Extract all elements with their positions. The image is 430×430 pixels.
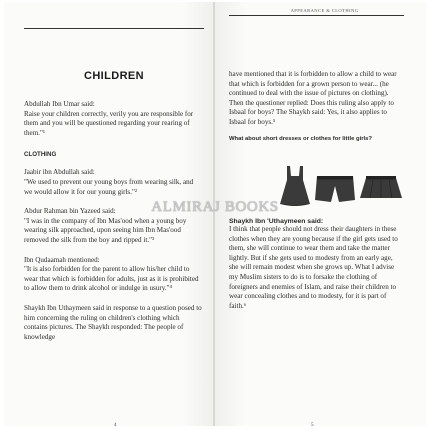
paragraph: "We used to prevent our young boys from wearing silk, and we would allow it for our young girls."² [24,177,194,196]
section-heading: CLOTHING [24,151,57,159]
quote-label: Abdullah Ibn Umar said: [24,100,95,108]
quote-label: Ibn Qudaamah mentioned: [24,255,100,264]
title-rule [24,28,204,29]
left-text-block [24,100,202,342]
right-text-top [229,70,403,142]
quote-label: Abdur Rahman bin Yazeed said: [24,207,116,216]
paragraph: have mentioned that it is forbidden to allow a child to wear that which is forbidden for a grown person to wear... (he continued to deal with the issue of pictures on clothing). Then the questioner replied: Does this ruling also apply to Isbaal for boys? The Shaykh said: Yes, it also applies to Isbaal for boys.⁵ [229,70,397,126]
answer-label: Shaykh Ibn 'Uthaymeen said: [229,218,324,225]
chapter-title: CHILDREN [83,70,145,82]
paragraph: "I was in the company of Ibn Mas'ood when a young boy wearing silk approached, upon seeing him Ibn Mas'ood removed the silk from the boy and ripped it."³ [24,216,187,244]
paragraph: "It is also forbidden for the parent to allow his/her child to wear that which is forbidden for adults, just as it is prohibited to allow them to drink alcohol or indulge in usury."⁴ [24,265,199,293]
quote-label: Jaabir ibn Abdullah said: [24,168,95,177]
running-head: APPEARANCE & CLOTHING [290,8,359,13]
paragraph: Shaykh Ibn Uthaymeen said in response to a question posed to him concerning the ruling on children's clothing which contains pictures. The Shaykh responded: The people of knowledge [24,303,202,341]
page-number: 4 [114,423,117,428]
page-number: 5 [311,423,314,428]
question-heading: What about short dresses or clothes for little girls? [229,135,373,142]
running-head-rule [229,15,404,16]
paragraph: Raise your children correctly, verily you are responsible for them and you will be questioned regarding your rearing of them."¹ [24,109,194,137]
right-text-bottom [229,218,403,311]
paragraph: I think that people should not dress their daughters in these clothes when they are young because if the girl gets used to them, she will continue to wear them and take the matter lightly. But if she gets used to modesty from an early age, she will remain modest when she grows up. What I advise my Muslim sisters to do is to forsake the clothing of foreigners and enemies of Islam, and raise their children to wear concealing clothes and to modesty, for it is part of faith.⁶ [229,225,398,310]
watermark: ALMIRAJ BOOKS [151,199,279,215]
skirt-icon [360,176,402,198]
